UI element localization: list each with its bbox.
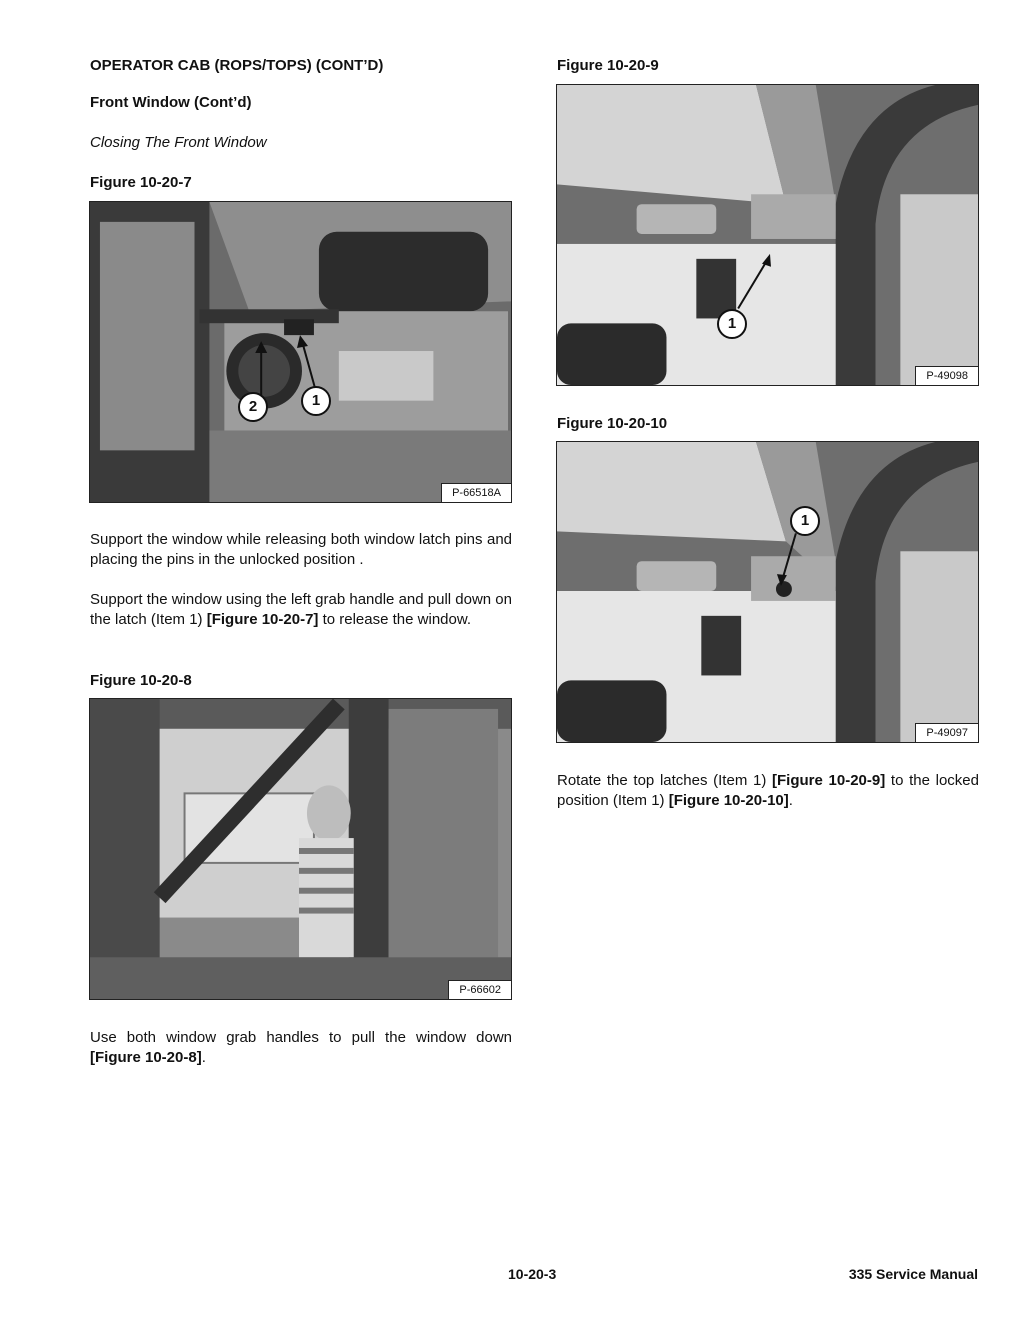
paragraph-2: Support the window using the left grab handle and pull down on the latch (Item 1) [Figure 10-20-7] to release the window. (90, 591, 512, 628)
figure-caption-9: Figure 10-20-9 (557, 57, 659, 74)
top-latch-locked-photo (557, 442, 978, 742)
photo-id: P-66602 (448, 980, 511, 999)
figure-caption-10: Figure 10-20-10 (557, 415, 668, 432)
manual-title: 335 Service Manual (848, 1266, 978, 1282)
figure-caption-7: Figure 10-20-7 (90, 174, 192, 191)
cab-interior-photo (90, 202, 511, 502)
paragraph-3: Use both window grab handles to pull the window down [Figure 10-20-8]. (90, 1029, 512, 1066)
figure-ref: [Figure 10-20-10] (668, 792, 789, 809)
photo-id: P-49098 (915, 366, 978, 385)
figure-ref: [Figure 10-20-8] (90, 1049, 202, 1066)
callout-1: 1 (717, 309, 747, 339)
page-number: 10-20-3 (508, 1266, 557, 1282)
callout-1: 1 (301, 386, 331, 416)
paragraph-1: Support the window while releasing both window latch pins and placing the pins in the unlocked position . (90, 531, 512, 568)
photo-id: P-66518A (441, 483, 511, 502)
figure-10-20-9-photo (556, 84, 979, 386)
procedure-title: Closing The Front Window (90, 134, 267, 151)
callout-2: 2 (238, 392, 268, 422)
figure-ref: [Figure 10-20-7] (206, 611, 319, 628)
figure-ref: [Figure 10-20-9] (772, 772, 886, 789)
top-latch-unlocked-photo (557, 85, 978, 385)
figure-10-20-10-photo (556, 441, 979, 743)
operator-pulling-window-photo (90, 699, 511, 999)
section-title: OPERATOR CAB (ROPS/TOPS) (CONT’D) (90, 57, 384, 74)
figure-caption-8: Figure 10-20-8 (90, 672, 192, 689)
photo-id: P-49097 (915, 723, 978, 742)
subsection-title: Front Window (Cont’d) (90, 94, 252, 111)
paragraph-4: Rotate the top latches (Item 1) [Figure 10-20-9] to the locked position (Item 1) [Figure 10-20-10]. (557, 772, 979, 809)
figure-10-20-8-photo (89, 698, 512, 1000)
callout-1: 1 (790, 506, 820, 536)
figure-10-20-7-photo (89, 201, 512, 503)
